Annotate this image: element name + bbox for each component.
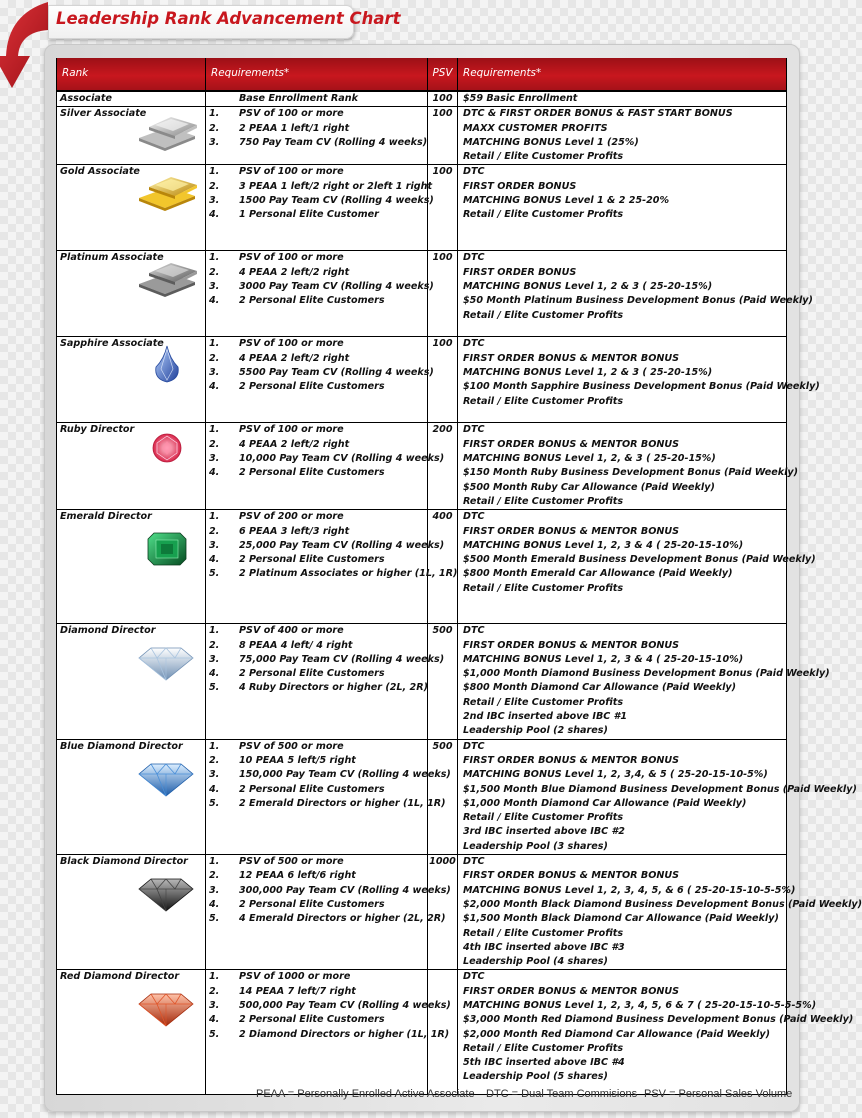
benefit-line: Retail / Elite Customer Profits xyxy=(463,209,624,221)
requirement-text: 2 Personal Elite Customers xyxy=(239,381,385,393)
rank-cell xyxy=(57,91,206,107)
requirement-item xyxy=(209,539,445,553)
requirement-text: 6 PEAA 3 left/3 right xyxy=(239,525,350,537)
requirement-text: 2 Personal Elite Customers xyxy=(239,668,385,680)
requirement-number: 4. xyxy=(209,209,220,221)
benefit-line: $1,500 Month Blue Diamond Business Development Bonus (Paid Weekly) xyxy=(463,783,857,795)
requirement-text: 300,000 Pay Team CV (Rolling 4 weeks) xyxy=(239,884,451,896)
requirement-item xyxy=(209,869,425,883)
rank-cell xyxy=(57,251,206,337)
requirements-cell xyxy=(206,165,434,251)
benefits-cell xyxy=(458,91,787,107)
benefits-cell xyxy=(458,739,857,854)
benefit-line: Retail / Elite Customer Profits xyxy=(463,1042,624,1054)
psv-cell: 100 xyxy=(428,251,458,337)
requirement-number: 1. xyxy=(209,511,220,523)
table-row xyxy=(57,855,787,970)
requirement-item xyxy=(209,783,425,797)
benefits-cell xyxy=(458,624,830,739)
requirement-text: 25,000 Pay Team CV (Rolling 4 weeks) xyxy=(239,539,445,551)
benefit-line: DTC xyxy=(463,511,485,523)
requirement-item xyxy=(209,180,433,194)
requirements-cell xyxy=(206,91,428,107)
requirement-text: 4 Emerald Directors or higher (2L, 2R) xyxy=(239,913,446,925)
benefit-line: MATCHING BONUS Level 1, 2, & 3 ( 25-20-15%) xyxy=(463,453,716,465)
benefit-line: DTC xyxy=(463,856,485,868)
benefit-line: DTC xyxy=(463,625,485,637)
requirement-item xyxy=(209,380,425,394)
ruby-icon xyxy=(149,431,185,465)
requirement-number: 3. xyxy=(209,999,220,1011)
legend-dtc: DTC = Dual Team Commisions xyxy=(486,1088,638,1100)
table-row xyxy=(57,423,787,510)
requirement-text: PSV of 100 or more xyxy=(239,166,344,178)
sapphire-icon xyxy=(153,345,181,383)
requirement-number: 5. xyxy=(209,568,220,580)
requirement-number: 4. xyxy=(209,467,220,479)
requirement-text: 2 Platinum Associates or higher (1L, 1R) xyxy=(239,568,458,580)
psv-cell: 200 xyxy=(428,423,458,510)
benefit-line: Retail / Elite Customer Profits xyxy=(463,151,624,163)
benefit-line: FIRST ORDER BONUS & MENTOR BONUS xyxy=(463,525,680,537)
rank-table xyxy=(56,58,862,1095)
requirement-item xyxy=(209,366,434,380)
requirement-item xyxy=(209,681,428,695)
requirement-item xyxy=(209,855,425,869)
benefit-line: Leadership Pool (2 shares) xyxy=(463,725,608,737)
benefit-line: Retail / Elite Customer Profits xyxy=(463,495,624,507)
requirement-item xyxy=(209,266,425,280)
requirement-text: 2 Personal Elite Customers xyxy=(239,1014,385,1026)
requirement-item xyxy=(209,452,445,466)
requirement-number: 4. xyxy=(209,783,220,795)
psv-cell: 100 xyxy=(428,165,458,251)
benefits-cell xyxy=(458,855,862,970)
requirement-number: 3. xyxy=(209,136,220,148)
benefit-line: FIRST ORDER BONUS & MENTOR BONUS xyxy=(463,352,680,364)
benefit-line: MATCHING BONUS Level 1, 2, 3, 4, 5, & 6 ( 25-20-15-10-5-5%) xyxy=(463,884,796,896)
table-row xyxy=(57,510,787,624)
requirement-item xyxy=(209,754,425,768)
benefit-line: MATCHING BONUS Level 1, 2, 3 & 4 ( 25-20-15-10%) xyxy=(463,653,744,665)
requirement-item xyxy=(209,423,425,437)
rank-cell xyxy=(57,624,206,739)
requirement-text: 2 Personal Elite Customers xyxy=(239,898,385,910)
rank-name: Diamond Director xyxy=(60,625,156,637)
benefit-line: 3rd IBC inserted above IBC #2 xyxy=(463,826,625,838)
benefit-line: DTC xyxy=(463,338,485,350)
requirements-cell xyxy=(206,107,428,165)
psv-cell: 500 xyxy=(428,624,458,739)
benefit-line: FIRST ORDER BONUS & MENTOR BONUS xyxy=(463,870,680,882)
table-row xyxy=(57,165,787,251)
requirement-number: 2. xyxy=(209,870,220,882)
psv-cell: 100 xyxy=(428,107,458,165)
table-row xyxy=(57,970,787,1095)
rank-name: Ruby Director xyxy=(60,424,135,436)
benefits-cell xyxy=(458,423,799,510)
requirement-number: 5. xyxy=(209,797,220,809)
requirement-number: 1. xyxy=(209,856,220,868)
requirements-cell xyxy=(206,624,445,739)
requirement-item xyxy=(209,797,446,811)
requirement-item xyxy=(209,136,428,150)
column-header-rank: Rank xyxy=(57,58,206,91)
requirement-item xyxy=(209,194,434,208)
benefits-cell xyxy=(458,337,820,423)
emerald-icon xyxy=(147,532,187,566)
requirement-item xyxy=(209,884,451,898)
diamond-icon xyxy=(137,646,195,682)
requirement-text: 8 PEAA 4 left/ 4 right xyxy=(239,639,353,651)
requirement-number: 3. xyxy=(209,539,220,551)
requirement-number: 3. xyxy=(209,453,220,465)
requirement-number: 3. xyxy=(209,195,220,207)
requirement-number: 3. xyxy=(209,884,220,896)
requirement-item xyxy=(209,970,425,984)
psv-cell: 100 xyxy=(428,337,458,423)
benefit-line: $2,000 Month Black Diamond Business Development Bonus (Paid Weekly) xyxy=(463,898,862,910)
benefit-line: $3,000 Month Red Diamond Business Development Bonus (Paid Weekly) xyxy=(463,1014,854,1026)
requirement-number: 4. xyxy=(209,554,220,566)
benefit-line: DTC xyxy=(463,971,485,983)
platinum-bar-icon xyxy=(137,260,199,298)
requirement-text: 500,000 Pay Team CV (Rolling 4 weeks) xyxy=(239,999,451,1011)
requirement-number: 1. xyxy=(209,252,220,264)
table-row xyxy=(57,624,787,739)
benefit-line: Leadership Pool (3 shares) xyxy=(463,840,608,852)
benefits-cell xyxy=(458,107,787,165)
benefit-line: DTC & FIRST ORDER BONUS & FAST START BONUS xyxy=(463,108,733,120)
requirement-item xyxy=(209,208,425,222)
requirement-number: 4. xyxy=(209,1014,220,1026)
requirement-item xyxy=(209,768,451,782)
requirement-number: 4. xyxy=(209,295,220,307)
requirement-number: 4. xyxy=(209,668,220,680)
benefit-line: $1,000 Month Diamond Car Allowance (Paid Weekly) xyxy=(463,797,747,809)
requirement-text: 1 Personal Elite Customer xyxy=(239,209,379,221)
benefit-line: Retail / Elite Customer Profits xyxy=(463,812,624,824)
psv-cell: 400 xyxy=(428,510,458,624)
benefit-line: FIRST ORDER BONUS & MENTOR BONUS xyxy=(463,985,680,997)
requirement-text: PSV of 1000 or more xyxy=(239,971,351,983)
benefit-line: $800 Month Emerald Car Allowance (Paid Weekly) xyxy=(463,568,733,580)
psv-cell: 100 xyxy=(428,91,458,107)
requirement-number: 5. xyxy=(209,682,220,694)
requirement-item xyxy=(209,525,425,539)
requirement-item xyxy=(209,898,425,912)
benefit-line: $100 Month Sapphire Business Development Bonus (Paid Weekly) xyxy=(463,381,820,393)
requirement-text: Base Enrollment Rank xyxy=(239,93,358,104)
benefit-line: $800 Month Diamond Car Allowance (Paid Weekly) xyxy=(463,682,737,694)
rank-cell xyxy=(57,739,206,854)
benefit-line: Leadership Pool (4 shares) xyxy=(463,956,608,968)
page-title: Leadership Rank Advancement Chart xyxy=(56,9,401,28)
benefit-line: Retail / Elite Customer Profits xyxy=(463,395,624,407)
benefit-line: Retail / Elite Customer Profits xyxy=(463,582,624,594)
requirement-number: 2. xyxy=(209,438,220,450)
rank-name: Blue Diamond Director xyxy=(60,740,183,752)
benefit-line: 2nd IBC inserted above IBC #1 xyxy=(463,711,627,723)
requirement-item xyxy=(209,639,425,653)
benefit-line: MATCHING BONUS Level 1 & 2 25-20% xyxy=(463,195,670,207)
red-diamond-icon xyxy=(137,992,195,1028)
benefit-line: FIRST ORDER BONUS & MENTOR BONUS xyxy=(463,639,680,651)
rank-name: Black Diamond Director xyxy=(60,856,188,868)
rank-cell xyxy=(57,107,206,165)
requirement-text: 750 Pay Team CV (Rolling 4 weeks) xyxy=(239,136,428,148)
requirement-item xyxy=(209,1028,450,1042)
requirement-number: 3. xyxy=(209,281,220,293)
column-header-requirements: Requirements* xyxy=(206,58,428,91)
benefit-line: $500 Month Emerald Business Development Bonus (Paid Weekly) xyxy=(463,554,816,566)
black-diamond-icon xyxy=(137,877,195,913)
rank-table-body xyxy=(57,91,862,1095)
requirement-number xyxy=(209,92,239,106)
rank-name: Silver Associate xyxy=(60,108,147,120)
benefit-line: Leadership Pool (5 shares) xyxy=(463,1071,608,1083)
benefit-line: MATCHING BONUS Level 1, 2, 3 & 4 ( 25-20-15-10%) xyxy=(463,539,744,551)
benefit-line: Retail / Elite Customer Profits xyxy=(463,927,624,939)
requirement-text: 150,000 Pay Team CV (Rolling 4 weeks) xyxy=(239,769,451,781)
requirement-text: PSV of 500 or more xyxy=(239,856,344,868)
benefit-line: Retail / Elite Customer Profits xyxy=(463,696,624,708)
requirement-number: 2. xyxy=(209,754,220,766)
benefit-line: $2,000 Month Red Diamond Car Allowance (Paid Weekly) xyxy=(463,1028,770,1040)
requirement-item xyxy=(209,567,458,581)
requirement-item xyxy=(209,438,425,452)
requirement-item xyxy=(209,999,451,1013)
requirement-number: 3. xyxy=(209,653,220,665)
benefit-line: FIRST ORDER BONUS xyxy=(463,266,577,278)
requirement-item xyxy=(209,624,425,638)
requirement-item xyxy=(209,553,425,567)
requirement-number: 2. xyxy=(209,180,220,192)
requirement-text: PSV of 200 or more xyxy=(239,511,344,523)
rank-cell xyxy=(57,970,206,1095)
requirement-text: 2 Diamond Directors or higher (1L, 1R) xyxy=(239,1028,450,1040)
benefits-cell xyxy=(458,251,813,337)
column-header-psv: PSV xyxy=(428,58,458,91)
requirement-text: 2 Personal Elite Customers xyxy=(239,295,385,307)
benefit-line: MATCHING BONUS Level 1 (25%) xyxy=(463,136,639,148)
benefit-line: $150 Month Ruby Business Development Bonus (Paid Weekly) xyxy=(463,467,799,479)
benefits-cell xyxy=(458,510,816,624)
requirement-text: 10 PEAA 5 left/5 right xyxy=(239,754,356,766)
column-header-benefits: Requirements* xyxy=(458,58,787,91)
requirement-number: 1. xyxy=(209,971,220,983)
requirement-number: 1. xyxy=(209,166,220,178)
rank-name: Associate xyxy=(60,93,112,104)
requirement-text: 1500 Pay Team CV (Rolling 4 weeks) xyxy=(239,195,434,207)
benefit-line: DTC xyxy=(463,424,485,436)
rank-name: Platinum Associate xyxy=(60,252,164,264)
silver-bar-icon xyxy=(137,114,199,152)
requirement-item xyxy=(209,165,425,179)
requirement-text: 4 PEAA 2 left/2 right xyxy=(239,352,350,364)
requirement-number: 2. xyxy=(209,985,220,997)
requirement-number: 1. xyxy=(209,625,220,637)
requirement-text: 2 Personal Elite Customers xyxy=(239,554,385,566)
legend-psv: PSV = Personal Sales Volume xyxy=(644,1088,793,1100)
table-row xyxy=(57,91,787,107)
requirement-item xyxy=(209,92,425,106)
requirement-number: 2. xyxy=(209,122,220,134)
requirement-number: 2. xyxy=(209,352,220,364)
table-header-row xyxy=(57,58,787,91)
requirement-text: 2 Emerald Directors or higher (1L, 1R) xyxy=(239,797,446,809)
rank-cell xyxy=(57,423,206,510)
benefit-line: FIRST ORDER BONUS xyxy=(463,180,577,192)
requirement-number: 2. xyxy=(209,525,220,537)
benefit-line: FIRST ORDER BONUS & MENTOR BONUS xyxy=(463,438,680,450)
requirement-text: PSV of 400 or more xyxy=(239,625,344,637)
requirements-cell xyxy=(206,251,434,337)
benefit-line: $50 Month Platinum Business Development Bonus (Paid Weekly) xyxy=(463,295,813,307)
requirement-text: 2 PEAA 1 left/1 right xyxy=(239,122,350,134)
requirement-number: 5. xyxy=(209,913,220,925)
psv-cell: 500 xyxy=(428,739,458,854)
rank-cell xyxy=(57,855,206,970)
requirement-text: 3 PEAA 1 left/2 right or 2left 1 right xyxy=(239,180,433,192)
requirement-text: PSV of 100 or more xyxy=(239,252,344,264)
requirement-text: 12 PEAA 6 left/6 right xyxy=(239,870,356,882)
requirement-text: 5500 Pay Team CV (Rolling 4 weeks) xyxy=(239,367,434,379)
requirement-item xyxy=(209,653,445,667)
table-row xyxy=(57,739,787,854)
benefit-line: Retail / Elite Customer Profits xyxy=(463,309,624,321)
requirement-number: 4. xyxy=(209,381,220,393)
benefit-line: FIRST ORDER BONUS & MENTOR BONUS xyxy=(463,754,680,766)
benefit-line: MATCHING BONUS Level 1, 2, 3, 4, 5, 6 & 7 ( 25-20-15-10-5-5-5%) xyxy=(463,999,817,1011)
requirement-item xyxy=(209,352,425,366)
requirement-text: 4 PEAA 2 left/2 right xyxy=(239,266,350,278)
rank-name: Red Diamond Director xyxy=(60,971,180,983)
benefit-line: MATCHING BONUS Level 1, 2 & 3 ( 25-20-15%) xyxy=(463,281,713,293)
requirement-text: PSV of 500 or more xyxy=(239,740,344,752)
requirement-item xyxy=(209,667,425,681)
requirement-item xyxy=(209,122,425,136)
legend-peaa: PEAA = Personally Enrolled Active Associate xyxy=(256,1088,475,1100)
benefit-line: $500 Month Ruby Car Allowance (Paid Weekly) xyxy=(463,481,715,493)
rank-name: Gold Associate xyxy=(60,166,140,178)
requirement-number: 2. xyxy=(209,266,220,278)
requirement-item xyxy=(209,107,425,121)
table-row xyxy=(57,107,787,165)
requirement-text: 4 Ruby Directors or higher (2L, 2R) xyxy=(239,682,428,694)
requirement-number: 1. xyxy=(209,108,220,120)
psv-cell: 1000 xyxy=(428,855,458,970)
benefit-line: MATCHING BONUS Level 1, 2 & 3 ( 25-20-15%) xyxy=(463,367,713,379)
requirement-item xyxy=(209,1013,425,1027)
rank-name: Sapphire Associate xyxy=(60,338,164,350)
requirement-item xyxy=(209,337,425,351)
requirement-text: PSV of 100 or more xyxy=(239,424,344,436)
requirement-text: 4 PEAA 2 left/2 right xyxy=(239,438,350,450)
requirement-item xyxy=(209,294,425,308)
requirement-number: 3. xyxy=(209,769,220,781)
requirement-text: 2 Personal Elite Customers xyxy=(239,467,385,479)
benefits-cell xyxy=(458,165,787,251)
requirement-text: 75,000 Pay Team CV (Rolling 4 weeks) xyxy=(239,653,445,665)
benefit-line: 5th IBC inserted above IBC #4 xyxy=(463,1057,625,1069)
requirement-number: 1. xyxy=(209,338,220,350)
requirement-number: 4. xyxy=(209,898,220,910)
blue-diamond-icon xyxy=(137,762,195,798)
requirement-text: 3000 Pay Team CV (Rolling 4 weeks) xyxy=(239,281,434,293)
benefit-line: DTC xyxy=(463,166,485,178)
requirement-text: 10,000 Pay Team CV (Rolling 4 weeks) xyxy=(239,453,445,465)
benefit-line: MATCHING BONUS Level 1, 2, 3,4, & 5 ( 25-20-15-10-5%) xyxy=(463,769,768,781)
benefit-line: $1,500 Month Black Diamond Car Allowance (Paid Weekly) xyxy=(463,913,779,925)
requirement-number: 1. xyxy=(209,740,220,752)
rank-cell xyxy=(57,165,206,251)
requirement-number: 1. xyxy=(209,424,220,436)
benefit-line: 4th IBC inserted above IBC #3 xyxy=(463,941,625,953)
requirement-text: PSV of 100 or more xyxy=(239,338,344,350)
requirement-number: 2. xyxy=(209,639,220,651)
benefits-cell xyxy=(458,970,854,1095)
requirement-item xyxy=(209,510,425,524)
requirement-text: PSV of 100 or more xyxy=(239,108,344,120)
table-row xyxy=(57,251,787,337)
requirement-item xyxy=(209,912,446,926)
requirement-number: 3. xyxy=(209,367,220,379)
benefit-line: $1,000 Month Diamond Business Development Bonus (Paid Weekly) xyxy=(463,668,830,680)
table-row xyxy=(57,337,787,423)
requirement-item xyxy=(209,740,425,754)
rank-cell xyxy=(57,337,206,423)
requirements-cell xyxy=(206,337,434,423)
gold-bar-icon xyxy=(137,174,199,212)
requirements-cell xyxy=(206,739,451,854)
benefit-line: DTC xyxy=(463,252,485,264)
requirement-item xyxy=(209,466,425,480)
benefit-line: $59 Basic Enrollment xyxy=(463,93,578,104)
requirement-number: 5. xyxy=(209,1028,220,1040)
benefit-line: DTC xyxy=(463,740,485,752)
requirement-text: 14 PEAA 7 left/7 right xyxy=(239,985,356,997)
requirement-item xyxy=(209,251,425,265)
requirement-text: 2 Personal Elite Customers xyxy=(239,783,385,795)
benefit-line: MAXX CUSTOMER PROFITS xyxy=(463,122,608,134)
requirement-item xyxy=(209,280,434,294)
requirement-item xyxy=(209,985,425,999)
rank-name: Emerald Director xyxy=(60,511,152,523)
rank-cell xyxy=(57,510,206,624)
